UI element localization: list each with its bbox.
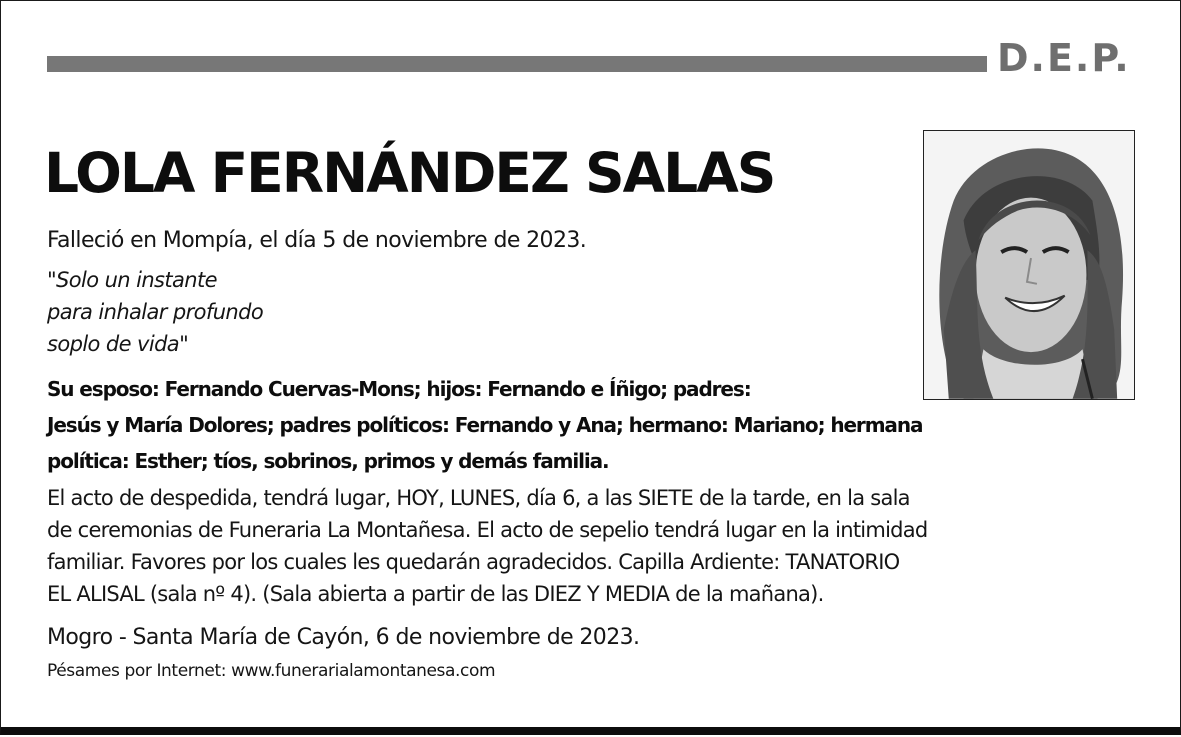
family-line: política: Esther; tíos, sobrinos, primos y demás familia.	[47, 449, 609, 473]
deceased-photo	[923, 130, 1135, 400]
portrait-image	[924, 131, 1134, 399]
ceremony-line: familiar. Favores por los cuales les quedarán agradecidos. Capilla Ardiente: TANATORIO	[47, 550, 900, 574]
death-notice: Falleció en Mompía, el día 5 de noviembre de 2023.	[47, 228, 587, 253]
deceased-name: LOLA FERNÁNDEZ SALAS	[44, 141, 775, 205]
ceremony-line: El acto de despedida, tendrá lugar, HOY, LUNES, día 6, a las SIETE de la tarde, en la sala	[47, 486, 910, 510]
dep-tag: D.E.P.	[997, 36, 1131, 80]
ceremony-line: de ceremonias de Funeraria La Montañesa. El acto de sepelio tendrá lugar en la intimidad	[47, 518, 928, 542]
place-date: Mogro - Santa María de Cayón, 6 de noviembre de 2023.	[47, 625, 640, 650]
ceremony-details	[47, 482, 1147, 610]
family-line: Su esposo: Fernando Cuervas-Mons; hijos: Fernando e Íñigo; padres:	[47, 377, 751, 401]
family-list	[47, 371, 1117, 479]
poem-line: "Solo un instante	[47, 268, 217, 292]
header-rule	[47, 56, 987, 72]
ceremony-line: EL ALISAL (sala nº 4). (Sala abierta a partir de las DIEZ Y MEDIA de la mañana).	[47, 582, 824, 606]
poem	[47, 264, 263, 360]
poem-line: para inhalar profundo	[47, 300, 264, 324]
condolences-website: Pésames por Internet: www.funerarialamontanesa.com	[47, 661, 496, 681]
family-line: Jesús y María Dolores; padres políticos: Fernando y Ana; hermano: Mariano; hermana	[47, 413, 923, 437]
poem-line: soplo de vida"	[47, 332, 189, 356]
